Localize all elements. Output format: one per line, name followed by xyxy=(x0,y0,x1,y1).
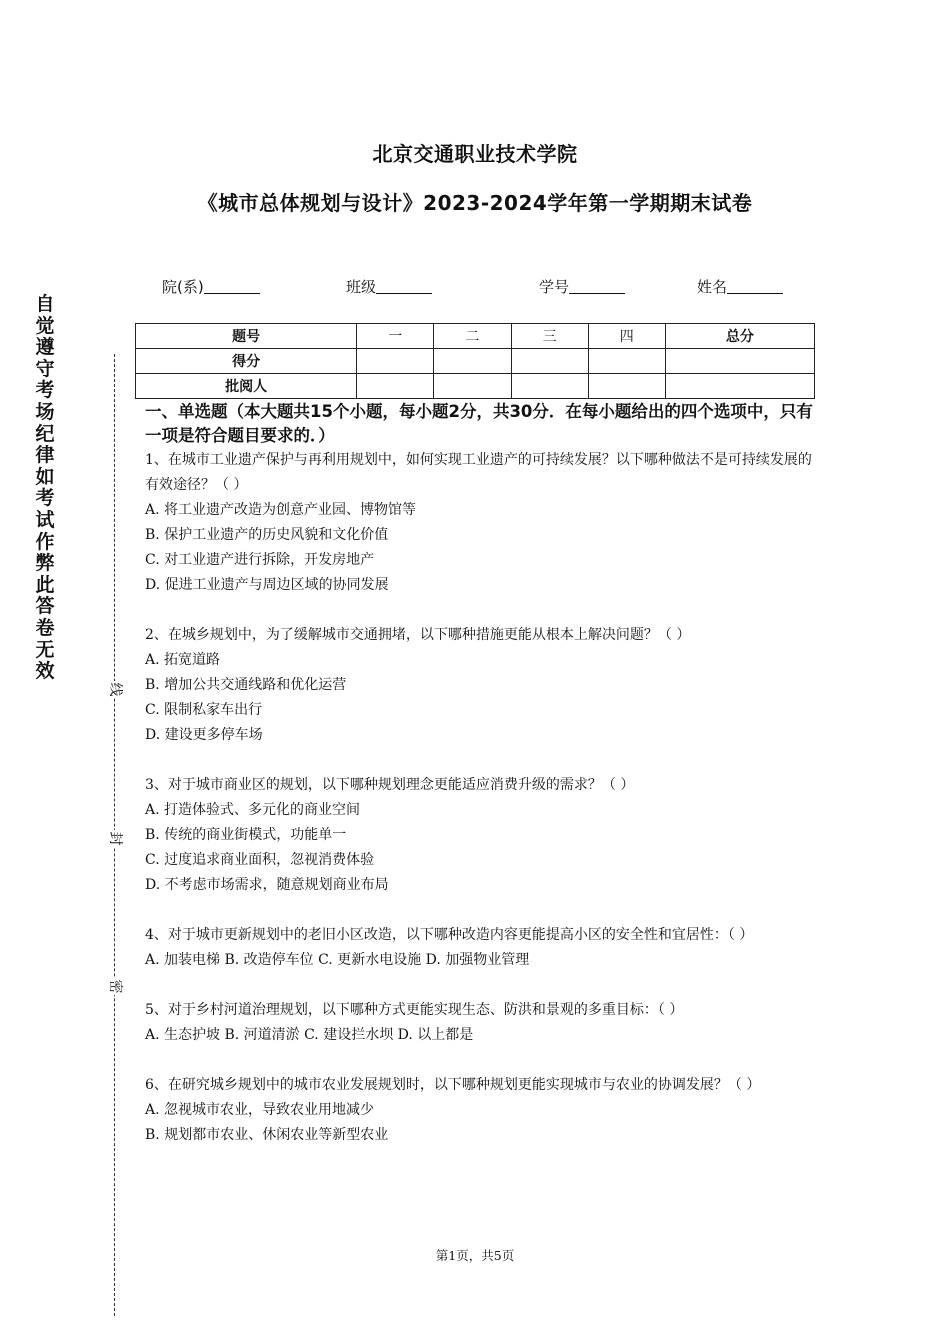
page-number: 第1页，共5页 xyxy=(435,1248,515,1263)
question-content xyxy=(145,400,815,1148)
class-label: 班级 xyxy=(346,278,377,296)
score-cell[interactable] xyxy=(665,374,814,399)
question-option[interactable]: A. 忽视城市农业，导致农业用地减少 xyxy=(145,1102,375,1118)
question-option[interactable]: C. 限制私家车出行 xyxy=(145,702,263,718)
score-header-cell: 四 xyxy=(588,324,665,349)
school-name: 北京交通职业技术学院 xyxy=(372,142,578,166)
score-cell[interactable] xyxy=(665,349,814,374)
score-table-row xyxy=(136,374,815,399)
class-blank[interactable] xyxy=(376,277,432,294)
question-stem: 5、对于乡村河道治理规划，以下哪种方式更能实现生态、防洪和景观的多重目标：（ ） xyxy=(145,1002,684,1018)
name-blank[interactable] xyxy=(727,277,783,294)
department-blank[interactable] xyxy=(204,277,260,294)
question-option[interactable]: A. 生态护坡 B. 河道清淤 C. 建设拦水坝 D. 以上都是 xyxy=(145,1027,474,1043)
score-cell[interactable] xyxy=(511,374,588,399)
department-label: 院(系) xyxy=(162,278,204,296)
question-option[interactable]: D. 不考虑市场需求，随意规划商业布局 xyxy=(145,877,389,893)
score-table xyxy=(135,323,815,399)
score-cell[interactable] xyxy=(511,349,588,374)
student-id-blank[interactable] xyxy=(569,277,625,294)
question-block xyxy=(145,1073,815,1148)
question-block xyxy=(145,998,815,1073)
class-field xyxy=(346,276,432,297)
score-header-cell: 三 xyxy=(511,324,588,349)
question-option[interactable]: D. 促进工业遗产与周边区域的协同发展 xyxy=(145,577,389,593)
question-stem: 6、在研究城乡规划中的城市农业发展规划时，以下哪种规划更能实现城市与农业的协调发展？（ ） xyxy=(145,1077,761,1093)
score-cell[interactable] xyxy=(588,374,665,399)
name-label: 姓名 xyxy=(697,278,728,296)
score-cell[interactable] xyxy=(434,374,511,399)
section-heading: 一、单选题（本大题共15个小题，每小题2分，共30分．在每小题给出的四个选项中，只有一项是符合题目要求的．） xyxy=(145,402,813,445)
student-id-field xyxy=(539,276,625,297)
question-option[interactable]: B. 增加公共交通线路和优化运营 xyxy=(145,677,347,693)
score-row-label: 批阅人 xyxy=(136,374,357,399)
question-block xyxy=(145,773,815,923)
question-block xyxy=(145,448,815,623)
question-option[interactable]: C. 对工业遗产进行拆除，开发房地产 xyxy=(145,552,375,568)
score-row-label: 得分 xyxy=(136,349,357,374)
score-cell[interactable] xyxy=(357,349,434,374)
question-option[interactable]: B. 传统的商业街模式，功能单一 xyxy=(145,827,347,843)
question-block xyxy=(145,623,815,773)
score-table-header-row xyxy=(136,324,815,349)
name-field xyxy=(697,276,783,297)
binding-label-line: 线 xyxy=(107,682,123,697)
binding-label-secret: 密 xyxy=(107,979,123,994)
score-cell[interactable] xyxy=(434,349,511,374)
department-field xyxy=(162,276,260,297)
exam-discipline-notice: 自觉遵守考场纪律如考试作弊此答卷无效 xyxy=(35,293,55,683)
question-option[interactable]: A. 打造体验式、多元化的商业空间 xyxy=(145,802,361,818)
question-option[interactable]: A. 加装电梯 B. 改造停车位 C. 更新水电设施 D. 加强物业管理 xyxy=(145,952,530,968)
score-table-row xyxy=(136,349,815,374)
score-header-cell: 题号 xyxy=(136,324,357,349)
question-option[interactable]: A. 将工业遗产改造为创意产业园、博物馆等 xyxy=(145,502,417,518)
score-cell[interactable] xyxy=(357,374,434,399)
score-header-cell: 一 xyxy=(357,324,434,349)
question-option[interactable]: B. 规划都市农业、休闲农业等新型农业 xyxy=(145,1127,389,1143)
question-option[interactable]: C. 过度追求商业面积，忽视消费体验 xyxy=(145,852,375,868)
question-block xyxy=(145,923,815,998)
exam-title: 《城市总体规划与设计》2023-2024学年第一学期期末试卷 xyxy=(197,191,753,215)
question-option[interactable]: D. 建设更多停车场 xyxy=(145,727,263,743)
question-option[interactable]: B. 保护工业遗产的历史风貌和文化价值 xyxy=(145,527,389,543)
question-stem: 3、对于城市商业区的规划，以下哪种规划理念更能适应消费升级的需求？（ ） xyxy=(145,777,635,793)
question-stem: 4、对于城市更新规划中的老旧小区改造，以下哪种改造内容更能提高小区的安全性和宜居性：（ ） xyxy=(145,927,754,943)
student-id-label: 学号 xyxy=(539,278,570,296)
binding-label-seal: 封 xyxy=(107,831,123,846)
question-option[interactable]: A. 拓宽道路 xyxy=(145,652,221,668)
question-stem: 1、在城市工业遗产保护与再利用规划中，如何实现工业遗产的可持续发展？以下哪种做法不是可持续发展的有效途径？（ ） xyxy=(145,452,812,493)
score-header-cell: 总分 xyxy=(665,324,814,349)
score-cell[interactable] xyxy=(588,349,665,374)
score-header-cell: 二 xyxy=(434,324,511,349)
question-stem: 2、在城乡规划中，为了缓解城市交通拥堵，以下哪种措施更能从根本上解决问题？（ ） xyxy=(145,627,691,643)
student-info-row xyxy=(0,276,950,300)
